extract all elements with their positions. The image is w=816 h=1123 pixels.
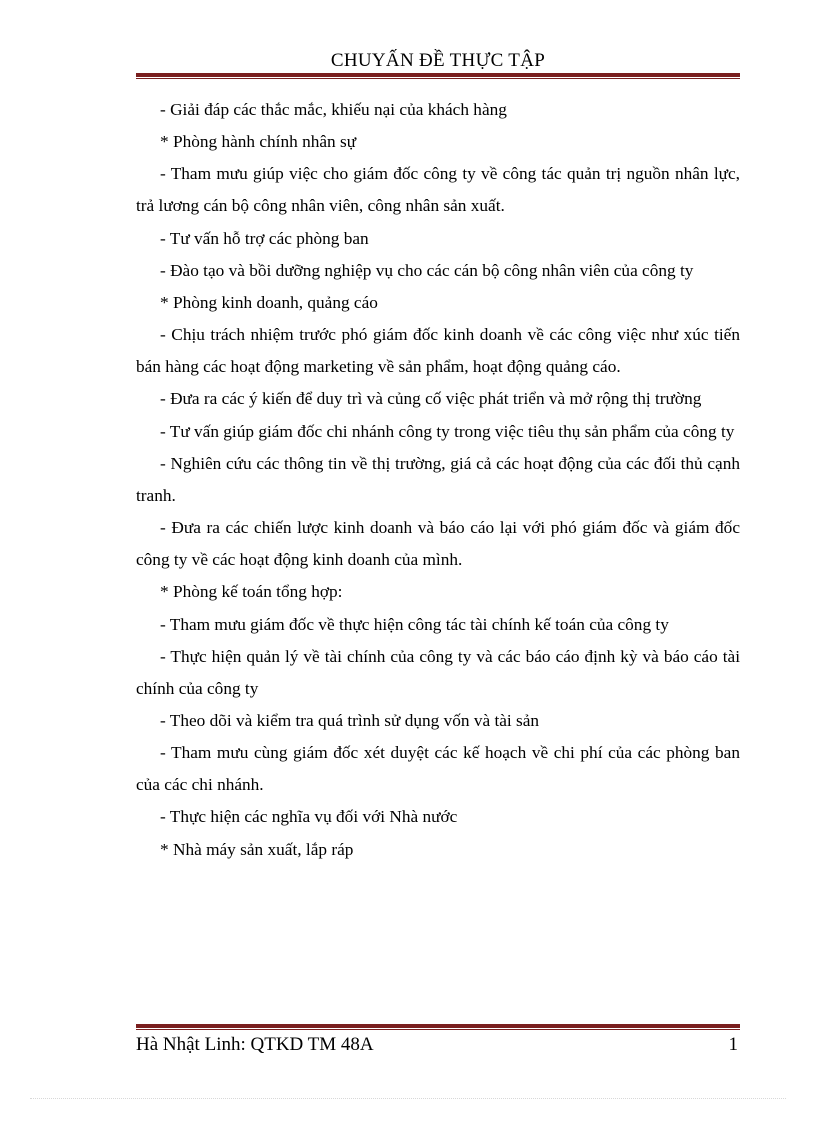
paragraph: - Thực hiện quản lý về tài chính của công ty và các báo cáo định kỳ và báo cáo tài chính của công ty [136, 646, 740, 698]
paragraph: * Phòng hành chính nhân sự [160, 132, 357, 152]
paragraph: - Thực hiện các nghĩa vụ đối với Nhà nước [160, 807, 458, 827]
paragraph: - Tham mưu giúp việc cho giám đốc công ty về công tác quản trị nguồn nhân lực, trả lương cán bộ công nhân viên, công nhân sản xuất. [136, 164, 740, 216]
paragraph: - Đưa ra các ý kiến để duy trì và củng cố việc phát triển và mở rộng thị trường [160, 389, 702, 409]
paragraph: - Đào tạo và bồi dưỡng nghiệp vụ cho các cán bộ công nhân viên của công ty [160, 260, 694, 280]
paragraph: * Phòng kế toán tổng hợp: [160, 582, 343, 602]
paragraph: - Tư vấn giúp giám đốc chi nhánh công ty trong việc tiêu thụ sản phẩm của công ty [160, 421, 735, 441]
paragraph: - Giải đáp các thắc mắc, khiếu nại của khách hàng [160, 100, 507, 119]
page-edge-divider [30, 1098, 786, 1099]
page-header-title: CHUYẤN ĐỀ THỰC TẬP [330, 50, 546, 71]
footer-author: Hà Nhật Linh: QTKD TM 48A [136, 1034, 374, 1055]
footer-divider [136, 1024, 740, 1030]
paragraph: - Theo dõi và kiểm tra quá trình sử dụng vốn và tài sản [160, 710, 540, 730]
paragraph: - Đưa ra các chiến lược kinh doanh và báo cáo lại với phó giám đốc và giám đốc công ty về các hoạt động kinh doanh của mình. [136, 518, 740, 570]
paragraph: - Chịu trách nhiệm trước phó giám đốc kinh doanh về các công việc như xúc tiến bán hàng các hoạt động marketing về sản phẩm, hoạt động quảng cáo. [136, 325, 740, 377]
paragraph: - Nghiên cứu các thông tin về thị trường, giá cả các hoạt động của các đối thủ cạnh tranh. [136, 453, 740, 505]
paragraph: - Tư vấn hỗ trợ các phòng ban [160, 228, 369, 248]
paragraph: * Phòng kinh doanh, quảng cáo [160, 292, 378, 312]
paragraph: - Tham mưu cùng giám đốc xét duyệt các kế hoạch về chi phí của các phòng ban của các chi nhánh. [136, 743, 740, 795]
header-divider [136, 73, 740, 79]
paragraph: - Tham mưu giám đốc về thực hiện công tác tài chính kế toán của công ty [160, 614, 669, 634]
page-footer [136, 1034, 740, 1056]
paragraph: * Nhà máy sản xuất, lắp ráp [160, 839, 354, 859]
page-number: 1 [728, 1034, 738, 1055]
body-text [136, 94, 740, 866]
